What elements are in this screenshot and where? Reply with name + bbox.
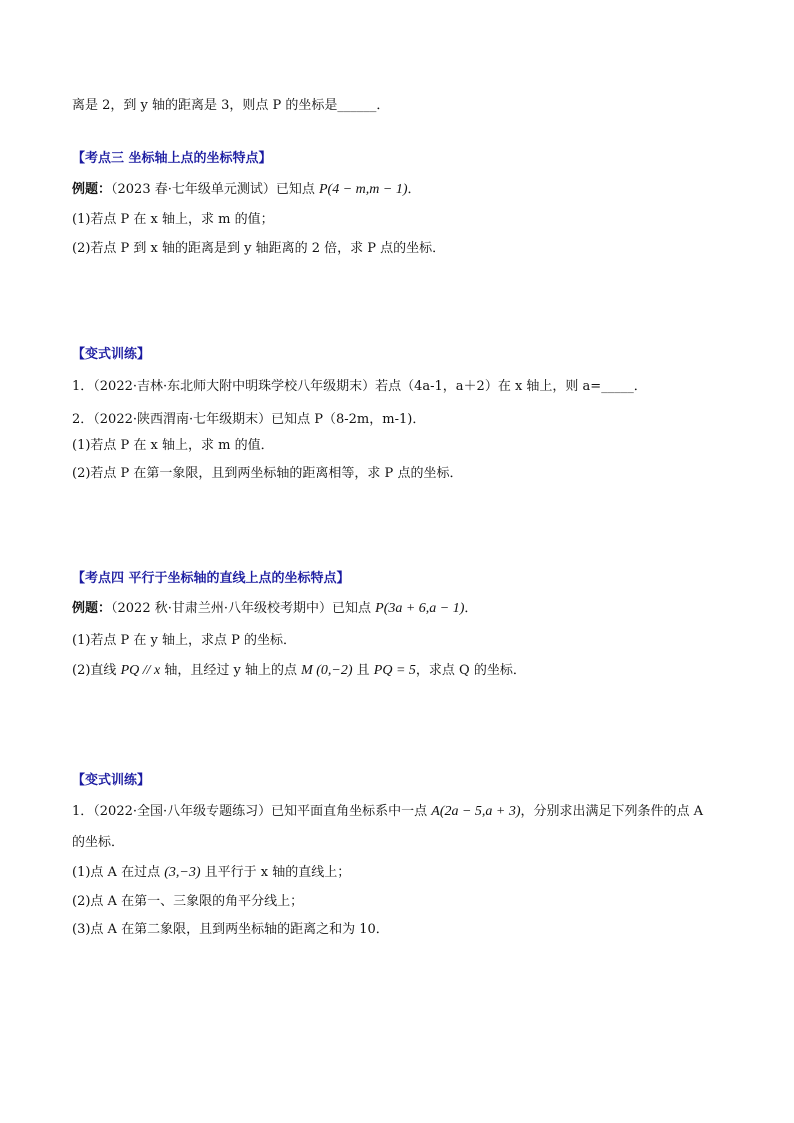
- math-expression: P(3a + 6,a − 1): [375, 601, 465, 616]
- text-segment: 1．（2022·全国·八年级专题练习）已知平面直角坐标系中一点: [72, 804, 432, 819]
- variant-2-item-1-cont: 的坐标．: [72, 835, 125, 850]
- text-segment: (1)点 A 在过点: [72, 865, 165, 880]
- line-fill-blank: 离是 2，到 y 轴的距离是 3，则点 P 的坐标是______．: [72, 98, 390, 113]
- math-expression: A(2a − 5,a + 3): [431, 804, 521, 819]
- section-heading-4: 【考点四 平行于坐标轴的直线上点的坐标特点】: [72, 571, 350, 586]
- variant-1-item-2: 2．（2022·陕西渭南·七年级期末）已知点 P（8-2m，m-1)．: [72, 412, 426, 427]
- variant-1-item-2b: (2)若点 P 在第一象限，且到两坐标轴的距离相等，求 P 点的坐标．: [72, 466, 463, 481]
- variant-heading-2: 【变式训练】: [72, 773, 151, 788]
- example-label: 例题：: [72, 182, 112, 197]
- text-segment: 轴，且经过 y 轴上的点: [160, 663, 302, 678]
- math-expression: P(4 − m,m − 1): [319, 182, 408, 197]
- math-expression: PQ // x: [120, 663, 161, 678]
- variant-2-item-1-3: (3)点 A 在第二象限，且到两坐标轴的距离之和为 10．: [72, 922, 389, 937]
- question-4-1: (1)若点 P 在 y 轴上，求点 P 的坐标．: [72, 633, 297, 648]
- text-segment: (2)直线: [72, 663, 121, 678]
- example-3: [72, 181, 421, 199]
- question-3-1: (1)若点 P 在 x 轴上，求 m 的值；: [72, 212, 274, 227]
- example-text: （2023 春·七年级单元测试）已知点: [111, 182, 319, 197]
- variant-2-item-1-2: (2)点 A 在第一、三象限的角平分线上；: [72, 894, 304, 909]
- variant-heading-1: 【变式训练】: [72, 347, 151, 362]
- math-expression: (3,−3): [164, 865, 201, 880]
- text-segment: ，分别求出满足下列条件的点 A: [520, 804, 704, 819]
- text-segment: ，求点 Q 的坐标．: [415, 663, 526, 678]
- math-expression: PQ = 5: [373, 663, 416, 678]
- example-end: ．: [407, 182, 421, 197]
- example-end: ．: [464, 601, 478, 616]
- variant-2-item-1: [72, 803, 703, 821]
- variant-1-item-2a: (1)若点 P 在 x 轴上，求 m 的值．: [72, 438, 274, 453]
- text-segment: 且平行于 x 轴的直线上；: [200, 865, 351, 880]
- example-label: 例题：: [72, 601, 112, 616]
- math-expression: M (0,−2): [301, 663, 353, 678]
- example-text: （2022 秋·甘肃兰州·八年级校考期中）已知点: [111, 601, 376, 616]
- example-4: [72, 600, 477, 618]
- variant-1-item-1: 1．（2022·吉林·东北师大附中明珠学校八年级期末）若点（4a-1，a＋2）在 x 轴上，则 a=_____．: [72, 379, 647, 394]
- question-4-2: [72, 662, 526, 680]
- text-segment: 且: [352, 663, 374, 678]
- question-3-2: (2)若点 P 到 x 轴的距离是到 y 轴距离的 2 倍，求 P 点的坐标．: [72, 241, 446, 256]
- section-heading-3: 【考点三 坐标轴上点的坐标特点】: [72, 151, 272, 166]
- variant-2-item-1-1: [72, 864, 350, 882]
